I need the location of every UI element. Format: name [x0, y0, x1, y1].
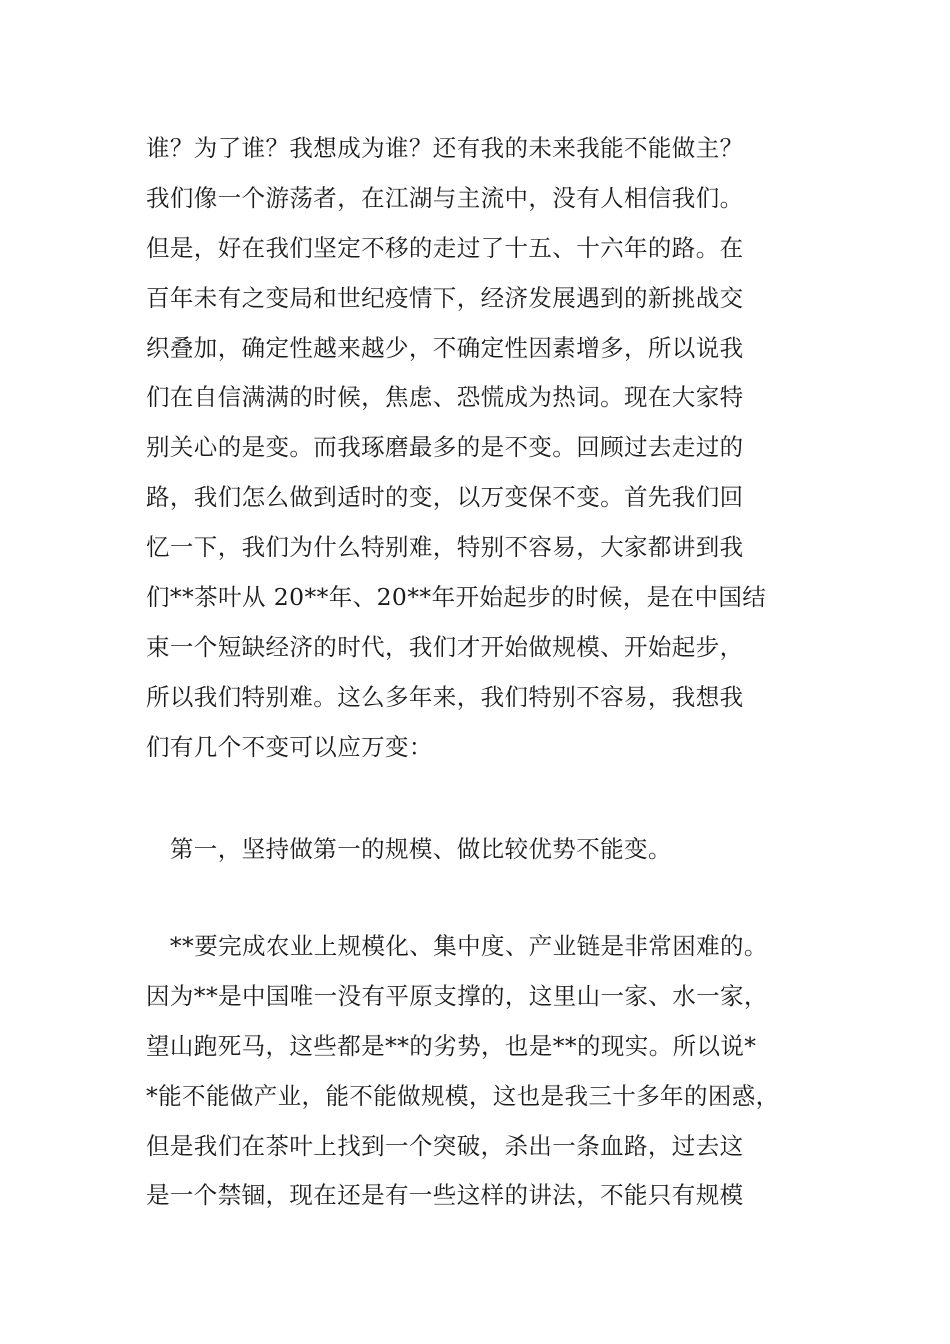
text-line: 路，我们怎么做到适时的变，以万变保不变。首先我们回 — [146, 483, 744, 512]
text-line: 别关心的是变。而我琢磨最多的是不变。回顾过去走过的 — [146, 433, 744, 462]
text-line: 们在自信满满的时候，焦虑、恐慌成为热词。现在大家特 — [146, 383, 744, 412]
text-line: 但是，好在我们坚定不移的走过了十五、十六年的路。在 — [146, 233, 744, 262]
text-line: *能不能做产业，能不能做规模，这也是我三十多年的困惑， — [146, 1081, 780, 1110]
text-line: 我们像一个游荡者，在江湖与主流中，没有人相信我们。 — [146, 183, 744, 212]
text-line: 望山跑死马，这些都是**的劣势，也是**的现实。所以说* — [146, 1031, 757, 1060]
text-line: 们有几个不变可以应万变： — [146, 732, 433, 761]
text-line: 谁？为了谁？我想成为谁？还有我的未来我能不能做主？ — [146, 134, 744, 162]
text-line: **要完成农业上规模化、集中度、产业链是非常困难的。 — [146, 932, 768, 960]
section-heading: 第一，坚持做第一的规模、做比较优势不能变。 — [146, 835, 672, 863]
text-line: 但是我们在茶叶上找到一个突破，杀出一条血路，过去这 — [146, 1131, 744, 1160]
text-line: 们**茶叶从 20**年、20**年开始起步的时候，是在中国结 — [146, 583, 767, 612]
text-line: 织叠加，确定性越来越少，不确定性因素增多，所以说我 — [146, 333, 744, 362]
text-line: 因为**是中国唯一没有平原支撑的，这里山一家、水一家， — [146, 981, 768, 1010]
paragraph-body — [146, 922, 836, 1221]
text-line: 所以我们特别难。这么多年来，我们特别不容易，我想我 — [146, 682, 744, 711]
text-line: 是一个禁锢，现在还是有一些这样的讲法，不能只有规模 — [146, 1181, 744, 1210]
text-line: 束一个短缺经济的时代，我们才开始做规模、开始起步， — [146, 632, 744, 661]
paragraph-heading-first — [146, 825, 836, 875]
paragraph-intro — [146, 124, 836, 773]
text-line: 忆一下，我们为什么特别难，特别不容易，大家都讲到我 — [146, 533, 744, 562]
text-line: 百年未有之变局和世纪疫情下，经济发展遇到的新挑战交 — [146, 283, 744, 312]
